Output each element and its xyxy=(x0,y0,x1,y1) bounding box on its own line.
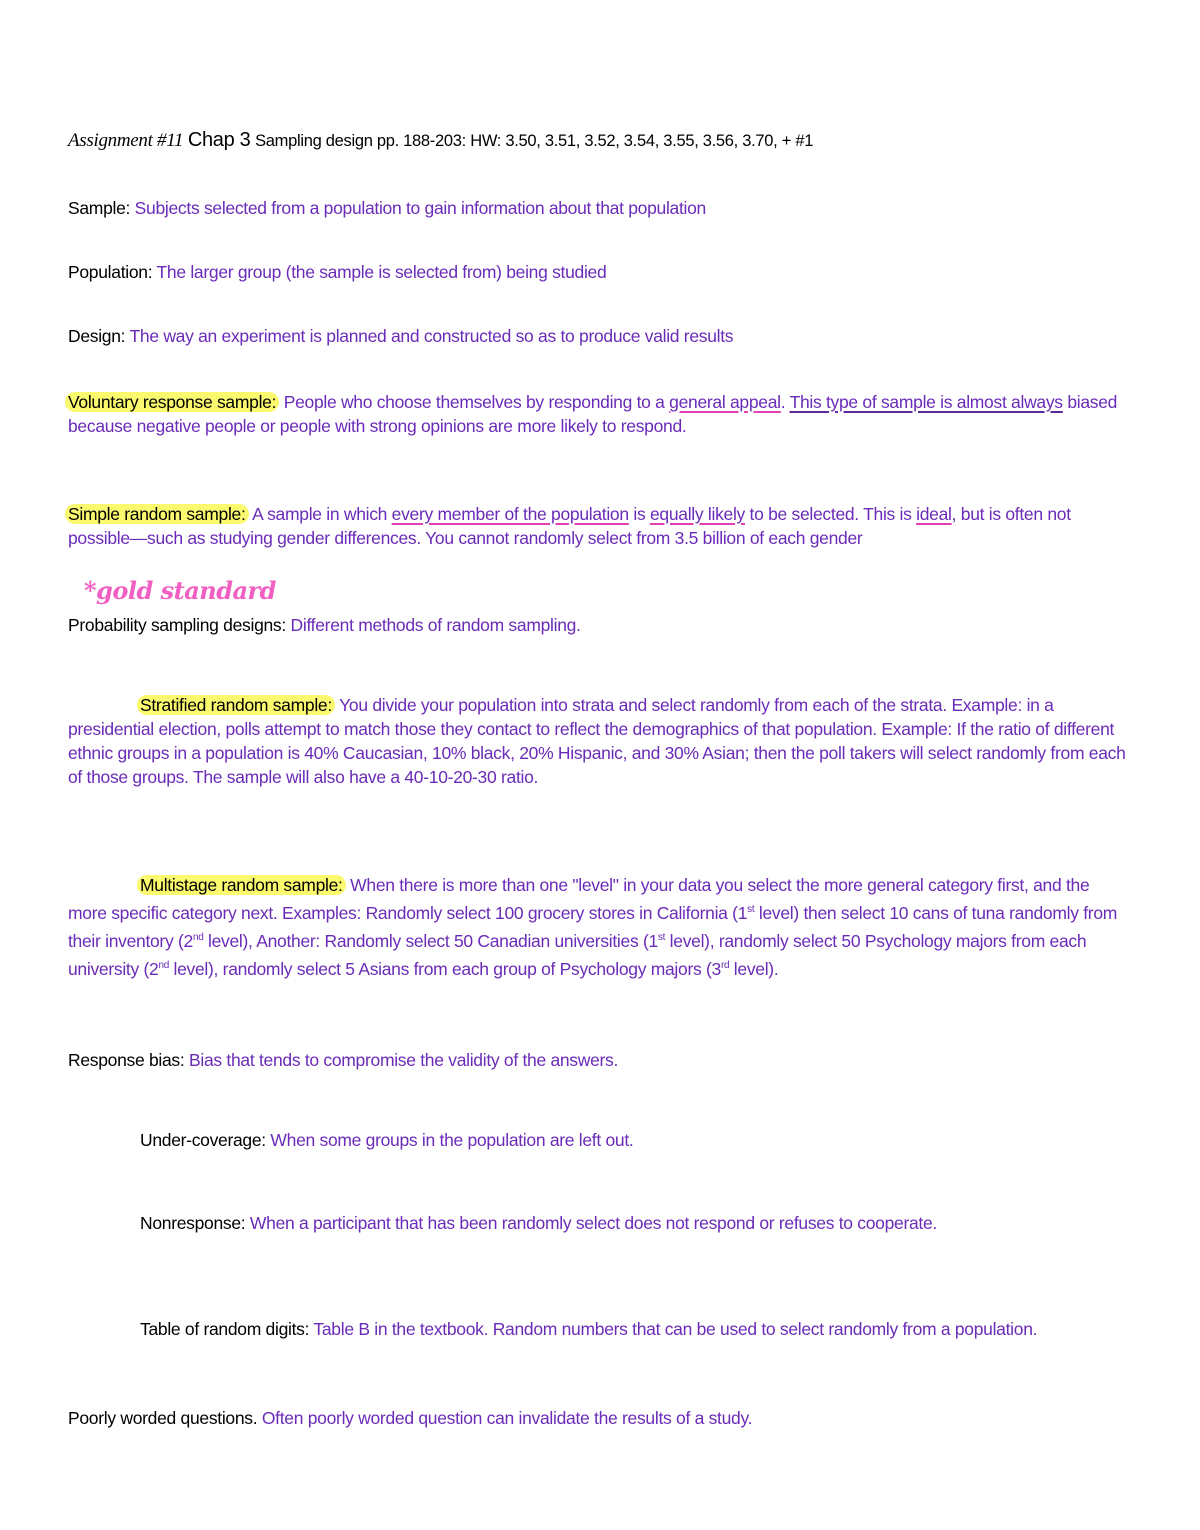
term-label: Probability sampling designs: xyxy=(68,615,286,635)
term-label: Nonresponse: xyxy=(140,1213,246,1233)
entry-simple-random xyxy=(68,502,1130,550)
underlined-phrase: general appeal xyxy=(669,392,781,412)
entry-response-bias xyxy=(68,1048,1130,1072)
superscript: st xyxy=(747,904,755,916)
definition-text: to be selected. This is xyxy=(744,504,917,524)
entry-design xyxy=(68,324,1130,348)
entry-population xyxy=(68,260,1130,284)
definition-text: When there is more than one "level" in your data you select the more general category first, and the more specific category next. Examples: Randomly select 100 grocery stores in California (1 xyxy=(68,875,1090,923)
underlined-phrase: equally likely xyxy=(649,504,745,524)
definition-text: level). xyxy=(729,959,779,979)
definition-text: level) then select 10 cans of tuna randomly from their inventory (2 xyxy=(68,903,1118,951)
highlighted-term: Voluntary response sample: xyxy=(65,392,279,412)
definition-text: You divide your population into strata and select randomly from each of the strata. Example: in a presidential election, polls attempt to match those they contact to reflect the demographics of that population. Example: If the ratio of different ethnic groups in a population is 40% Caucasian, 10% black, 20% Hispanic, and 30% Asian; then the poll takers will select randomly from each of those groups. The sample will also have a 40-10-20-30 ratio. xyxy=(68,695,1126,787)
highlighted-term: Multistage random sample: xyxy=(137,875,346,895)
highlighted-term: Simple random sample: xyxy=(65,504,249,524)
definition-text: When a participant that has been randomly select does not respond or refuses to cooperate. xyxy=(249,1213,937,1233)
term-label: Poorly worded questions. xyxy=(68,1408,258,1428)
definition-text: Bias that tends to compromise the validity of the answers. xyxy=(189,1050,619,1070)
definition-text: Different methods of random sampling. xyxy=(290,615,581,635)
definition-text: is xyxy=(628,504,650,524)
term-label: Design: xyxy=(68,326,126,346)
entry-undercoverage xyxy=(68,1128,1130,1152)
definition-text: , but is often not possible—such as studying gender differences. You cannot randomly select from 3.5 billion of each gender xyxy=(68,504,1071,548)
superscript: rd xyxy=(720,960,730,972)
underlined-phrase: ideal xyxy=(916,504,952,524)
definition-text: . xyxy=(780,392,790,412)
definition-text: People who choose themselves by responding to a xyxy=(283,392,670,412)
definition-text: biased because negative people or people with strong opinions are more likely to respond. xyxy=(68,392,1118,436)
highlighted-term: Stratified random sample: xyxy=(137,695,335,715)
definition-text: level), Another: Randomly select 50 Canadian universities (1 xyxy=(203,931,658,951)
definition-text: The larger group (the sample is selected from) being studied xyxy=(156,262,607,282)
definition-text: The way an experiment is planned and constructed so as to produce valid results xyxy=(129,326,734,346)
entry-voluntary-response xyxy=(68,390,1130,438)
definition-text: level), randomly select 50 Psychology majors from each university (2 xyxy=(68,931,1087,979)
entry-sample xyxy=(68,196,1130,220)
definition-text: When some groups in the population are left out. xyxy=(270,1130,634,1150)
entry-nonresponse xyxy=(68,1211,1130,1235)
term-label: Response bias: xyxy=(68,1050,185,1070)
entry-poorly-worded xyxy=(68,1406,1130,1430)
underlined-phrase: This type of sample is almost always xyxy=(789,392,1063,412)
entry-probability-designs xyxy=(68,613,1130,637)
entry-random-digits xyxy=(68,1316,1130,1343)
entry-stratified xyxy=(68,693,1130,789)
entry-multistage xyxy=(68,871,1130,983)
assignment-details: Sampling design pp. 188-203: HW: 3.50, 3.51, 3.52, 3.54, 3.55, 3.56, 3.70, + #1 xyxy=(255,132,814,150)
superscript: nd xyxy=(192,932,204,944)
definition-text: level), randomly select 5 Asians from each group of Psychology majors (3 xyxy=(168,959,721,979)
term-label: Under-coverage: xyxy=(140,1130,266,1150)
handwritten-note: *gold standard xyxy=(84,576,276,605)
assignment-number: Assignment #11 xyxy=(68,130,184,151)
superscript: nd xyxy=(158,960,169,972)
chapter-label: Chap 3 xyxy=(187,129,251,151)
term-label: Population: xyxy=(68,262,153,282)
underlined-phrase: every member of the population xyxy=(391,504,629,524)
definition-text: Often poorly worded question can invalidate the results of a study. xyxy=(261,1408,753,1428)
definition-text: Subjects selected from a population to gain information about that population xyxy=(134,198,706,218)
assignment-header xyxy=(68,128,1130,153)
definition-text: Table B in the textbook. Random numbers that can be used to select randomly from a population. xyxy=(313,1319,1038,1339)
term-label: Sample: xyxy=(68,198,131,218)
superscript: st xyxy=(657,932,666,944)
definition-text: A sample in which xyxy=(252,504,392,524)
term-label: Table of random digits: xyxy=(140,1319,310,1339)
